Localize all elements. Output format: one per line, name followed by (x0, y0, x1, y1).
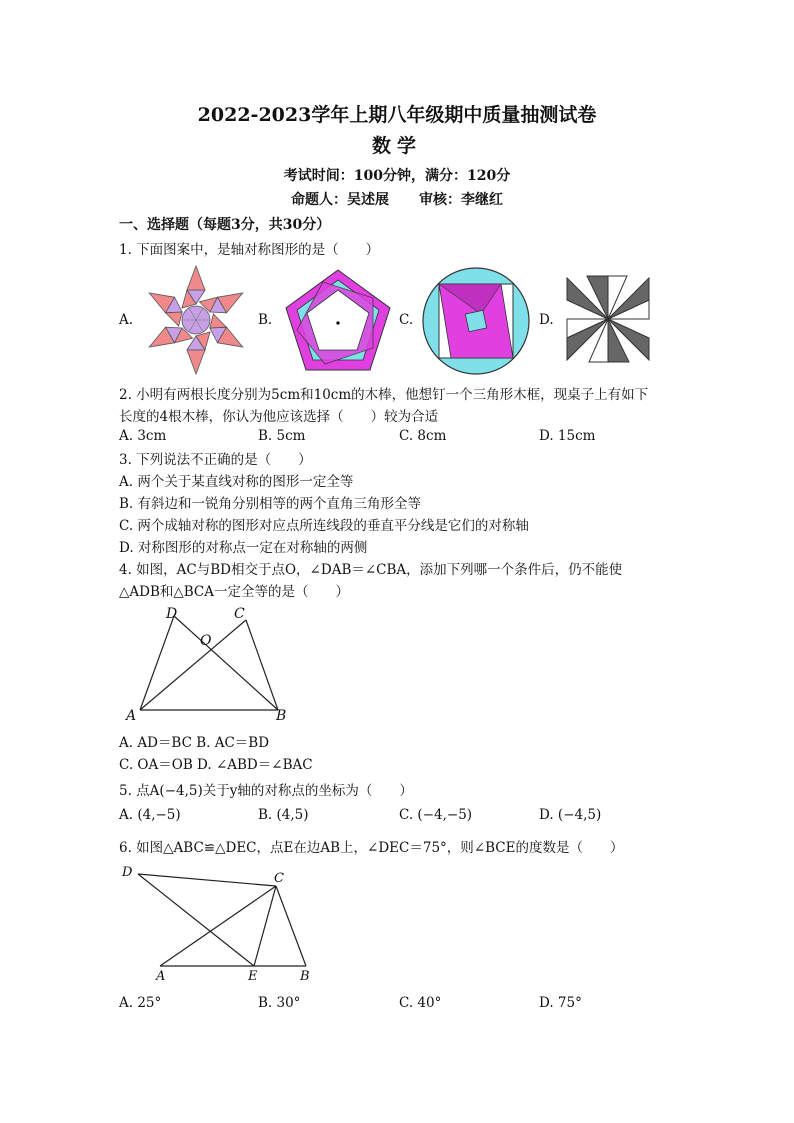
reviewer-label: 审核：李继红 (419, 192, 503, 208)
q4-label-c: C (234, 606, 245, 622)
q2-option-c: C. 8cm (399, 428, 447, 444)
q4-figure (120, 600, 300, 725)
q4-label-a: A (126, 708, 137, 724)
subject-title: 数学 (371, 135, 422, 157)
snowflake-figure (142, 264, 250, 376)
q4-label-d: D (166, 606, 178, 622)
q2-stem-line1: 2. 小明有两根长度分别为5cm和10cm的木棒，他想钉一个三角形木框，现桌子上有如下 (119, 387, 649, 403)
q2-option-a: A. 3cm (119, 428, 167, 444)
q5-option-d: D. (−4,5) (539, 807, 602, 823)
q6-label-b: B (300, 969, 310, 984)
q3-stem: 3. 下列说法不正确的是（ ） (119, 452, 312, 468)
q3-option-c: C. 两个成轴对称的图形对应点所连线段的垂直平分线是它们的对称轴 (119, 518, 529, 534)
q1-option-c: C. (399, 312, 414, 328)
exam-info: 考试时间：100分钟，满分：120分 (283, 168, 511, 184)
q5-stem: 5. 点A(−4,5)关于y轴的对称点的坐标为（ ） (119, 783, 413, 799)
q6-label-a: A (156, 969, 166, 984)
q6-option-a: A. 25° (119, 995, 162, 1011)
q6-figure (118, 862, 318, 984)
q1-option-d: D. (539, 312, 554, 328)
author-line (0, 189, 794, 209)
q6-option-c: C. 40° (399, 995, 442, 1011)
q4-label-o: O (200, 633, 212, 649)
q3-option-a: A. 两个关于某直线对称的图形一定全等 (119, 474, 354, 490)
q5-option-a: A. (4,−5) (119, 807, 181, 823)
q4-stem-line2: △ADB和△BCA一定全等的是（ ） (119, 584, 350, 600)
q4-options-line2: C. OA＝OB D. ∠ABD＝∠BAC (119, 757, 313, 773)
q3-option-d: D. 对称图形的对称点一定在对称轴的两侧 (119, 540, 368, 556)
q2-option-d: D. 15cm (539, 428, 596, 444)
exam-title: 2022-2023学年上期八年级期中质量抽测试卷 (197, 104, 597, 126)
q4-label-b: B (276, 708, 287, 724)
q6-label-c: C (274, 871, 284, 886)
q4-stem-line1: 4. 如图，AC与BD相交于点O，∠DAB＝∠CBA，添加下列哪一个条件后，仍不能使 (119, 562, 623, 578)
circle-square-figure (421, 266, 531, 376)
section-title: 一、选择题（每题3分，共30分） (119, 217, 331, 233)
q6-stem: 6. 如图△ABC≌△DEC，点E在边AB上，∠DEC＝75°，则∠BCE的度数是（ ） (119, 840, 624, 856)
q6-label-e: E (248, 969, 258, 984)
q2-option-b: B. 5cm (258, 428, 306, 444)
q5-option-c: C. (−4,−5) (399, 807, 473, 823)
q1-stem: 1. 下面图案中，是轴对称图形的是（ ） (119, 242, 380, 258)
q4-options-line1: A. AD＝BC B. AC＝BD (119, 735, 270, 751)
q6-label-d: D (122, 865, 133, 880)
q5-option-b: B. (4,5) (258, 807, 309, 823)
author-label: 命题人：吴述展 (291, 192, 389, 208)
q3-option-b: B. 有斜边和一锐角分别相等的两个直角三角形全等 (119, 496, 422, 512)
q2-stem-line2: 长度的4根木棒，你认为他应该选择（ ）较为合适 (119, 409, 439, 425)
q6-option-d: D. 75° (539, 995, 582, 1011)
q6-option-b: B. 30° (258, 995, 301, 1011)
pentagon-figure (283, 268, 393, 374)
q1-option-b: B. (258, 312, 273, 328)
q1-option-a: A. (119, 312, 134, 328)
pinwheel-figure (565, 274, 651, 364)
